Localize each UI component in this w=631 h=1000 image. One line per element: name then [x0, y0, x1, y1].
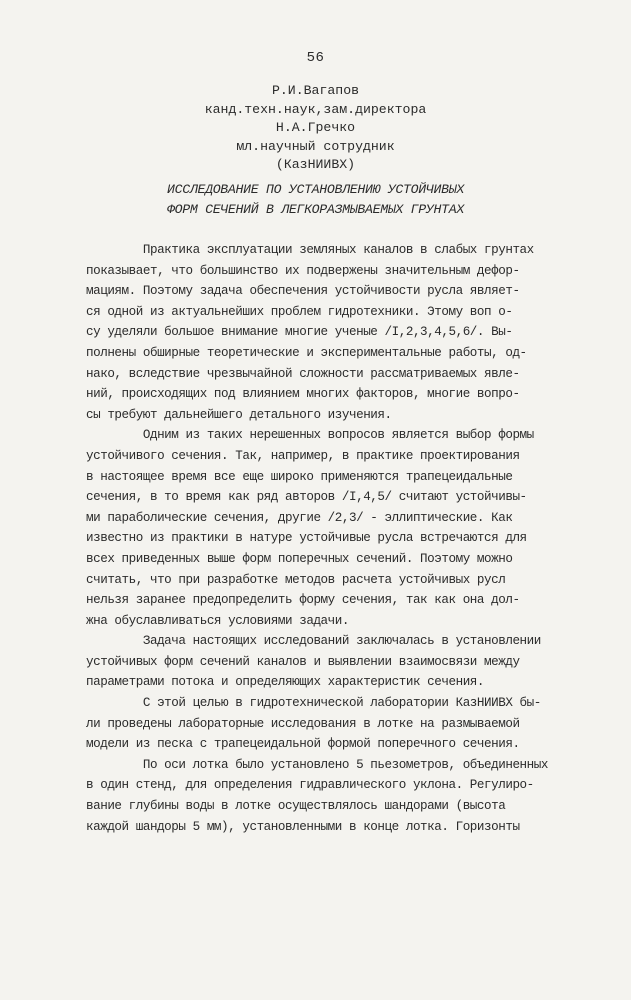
text-line: устойчивых форм сечений каналов и выявлении взаимосвязи между	[86, 654, 520, 669]
text-line: вание глубины воды в лотке осуществлялось шандорами (высота	[86, 799, 506, 814]
text-line: нельзя заранее предопределить форму сечения, так как она дол-	[86, 593, 520, 608]
text-line: Задача настоящих исследований заключалась в установлении	[86, 634, 541, 649]
body-text	[86, 240, 586, 837]
article-title	[0, 180, 631, 220]
text-line: показывает, что большинство их подвержены значительным дефор-	[86, 263, 520, 278]
author-name: Р.И.Вагапов	[271, 83, 360, 98]
author-position: мл.научный сотрудник	[236, 138, 395, 154]
text-line: известно из практики в натуре устойчивые русла встречаются для	[86, 531, 527, 546]
text-line: Практика эксплуатации земляных каналов в слабых грунтах	[86, 243, 534, 257]
text-line: каждой шандоры 5 мм), установленными в конце лотка. Горизонты	[86, 819, 520, 834]
text-line: параметрами потока и определяющих характеристик сечения.	[86, 675, 485, 690]
text-line: считать, что при разработке методов расчета устойчивых русл	[86, 572, 506, 587]
text-line: С этой целью в гидротехнической лаборатории КазНИИВХ бы-	[86, 696, 541, 711]
text-line: По оси лотка было установлено 5 пьезометров, объединенных	[86, 757, 548, 772]
author-block	[0, 82, 631, 175]
text-line: ли проведены лабораторные исследования в лотке на размываемой	[86, 716, 520, 731]
author-position: канд.техн.наук,зам.директора	[204, 101, 427, 117]
text-line: нако, вследствие чрезвычайной сложности рассматриваемых явле-	[86, 366, 520, 381]
text-line: всех приведенных выше форм поперечных сечений. Поэтому можно	[86, 551, 513, 566]
text-line: полнены обширные теоретические и экспериментальные работы, од-	[86, 345, 527, 360]
text-line: устойчивого сечения. Так, например, в практике проектирования	[86, 448, 520, 463]
text-line: ний, происходящих под влиянием многих факторов, многие вопро-	[86, 387, 520, 402]
title-line: ИССЛЕДОВАНИЕ ПО УСТАНОВЛЕНИЮ УСТОЙЧИВЫХ	[167, 182, 464, 197]
text-line: модели из песка с трапецеидальной формой поперечного сечения.	[86, 737, 520, 752]
text-line: сы требуют дальнейшего детального изучения.	[86, 407, 392, 422]
title-line: ФОРМ СЕЧЕНИЙ В ЛЕГКОРАЗМЫВАЕМЫХ ГРУНТАХ	[167, 202, 464, 217]
author-name: Н.А.Гречко	[275, 120, 356, 135]
author-affiliation: (КазНИИВХ)	[275, 157, 356, 172]
page-number: 56	[306, 50, 325, 66]
text-line: в один стенд, для определения гидравлического уклона. Регулиро-	[86, 778, 534, 793]
text-line: су уделяли большое внимание многие ученые /I,2,3,4,5,6/. Вы-	[86, 325, 513, 340]
text-line: в настоящее время все еще широко применяются трапецеидальные	[86, 469, 513, 484]
text-line: мациям. Поэтому задача обеспечения устойчивости русла являет-	[86, 284, 520, 299]
text-line: ся одной из актуальнейших проблем гидротехники. Этому воп о-	[86, 304, 513, 319]
text-line: сечения, в то время как ряд авторов /I,4,5/ считают устойчивы-	[86, 490, 527, 505]
text-line: Одним из таких нерешенных вопросов является выбор формы	[86, 428, 534, 443]
text-line: жна обуславливаться условиями задачи.	[86, 613, 349, 628]
text-line: ми параболические сечения, другие /2,3/ - эллиптические. Как	[86, 510, 513, 525]
